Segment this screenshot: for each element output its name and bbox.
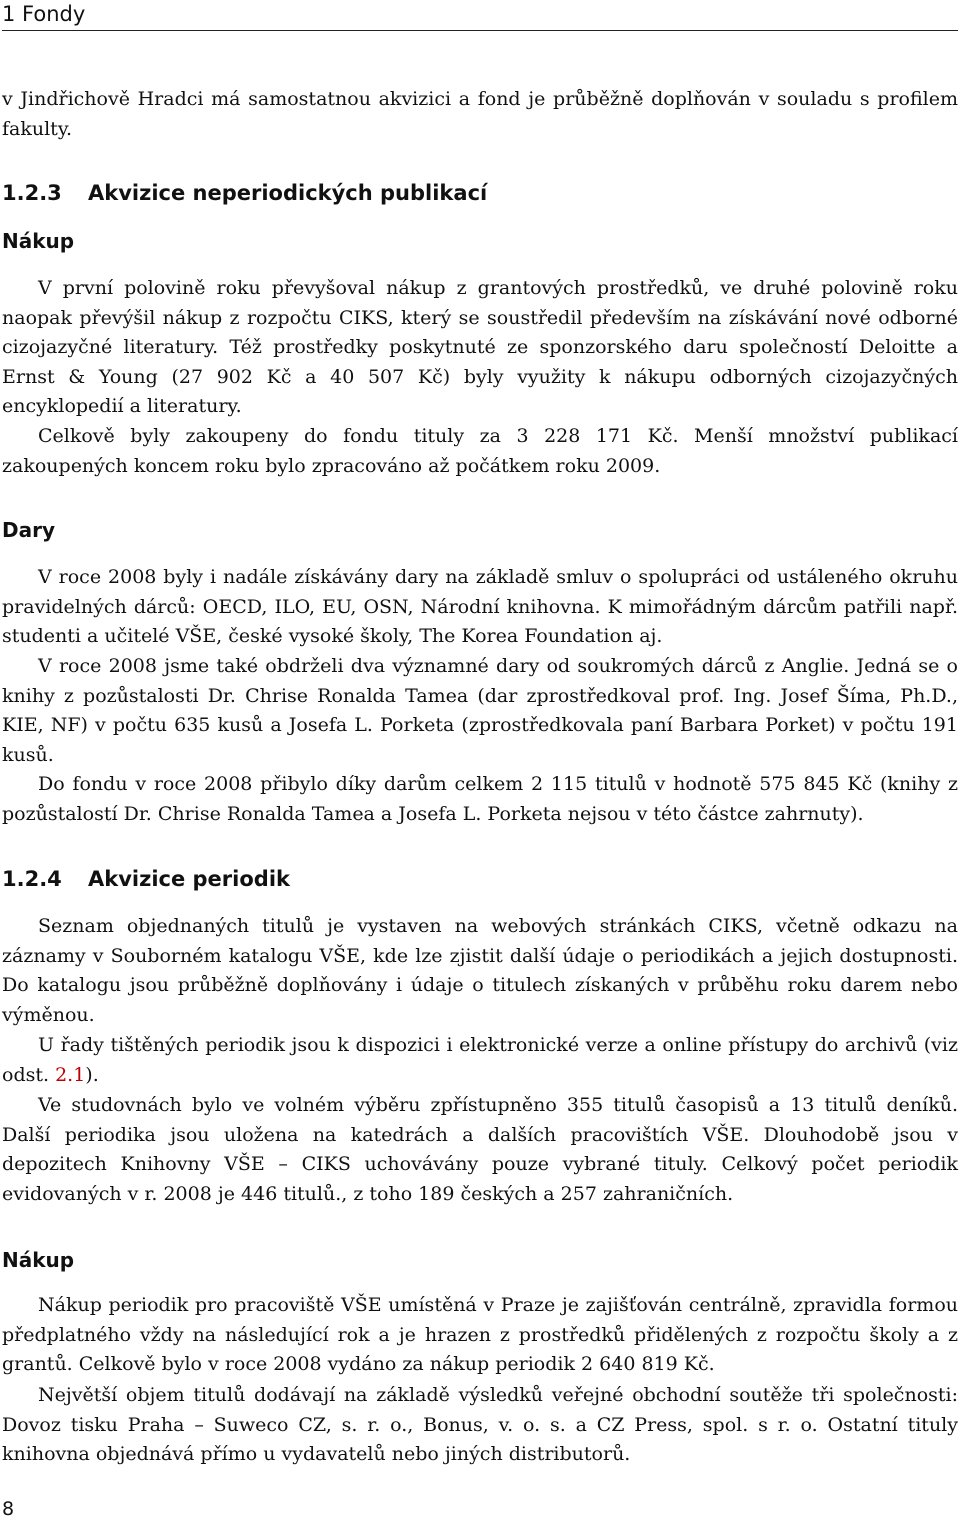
section-number: 1.2.3 <box>2 181 62 205</box>
section-title: Akvizice periodik <box>88 867 290 891</box>
paragraph: Největší objem titulů dodávají na základě výsledků veřejné obchodní soutěže tři společnosti: Dovoz tisku Praha – Suweco CZ, s. r. o., Bonus, v. o. s. a CZ Press, spol. s r. o. Ostatní tituly knihovna objednává přímo u vydavatelů nebo jiných distributorů. <box>2 1384 958 1465</box>
paragraph-text: ). <box>85 1063 99 1086</box>
paragraph: V první polovině roku převyšoval nákup z grantových prostředků, ve druhé polovině roku naopak převýšil nákup z rozpočtu CIKS, který se soustředil především na získávání nové odborné cizojazyčné literatury. Též prostředky poskytnuté ze sponzorského daru společností Deloitte a Ernst & Young (27 902 Kč a 40 507 Kč) byly využity k nákupu odborných cizojazyčných encyklopedií a literatury. <box>2 277 958 417</box>
paragraph: Nákup periodik pro pracoviště VŠE umístěná v Praze je zajišťován centrálně, zpravidla formou předplatného vždy na následující rok a je hrazen z prostředků přidělených z rozpočtu školy a z grantů. Celkově bylo v roce 2008 vydáno za nákup periodik 2 640 819 Kč. <box>2 1294 958 1375</box>
subheading-nakup: Nákup <box>2 1248 75 1272</box>
paragraph: V roce 2008 byly i nadále získávány dary na základě smluv o spolupráci od ustáleného okruhu pravidelných dárců: OECD, ILO, EU, OSN, Národní knihovna. K mimořádným dárcům patřili např. studenti a učitelé VŠE, české vysoké školy, The Korea Foundation aj. <box>2 566 958 647</box>
subheading-dary: Dary <box>2 518 55 542</box>
paragraph: Do fondu v roce 2008 přibylo díky darům celkem 2 115 titulů v hodnotě 575 845 Kč (knihy z pozůstalostí Dr. Chrise Ronalda Tamea a Josefa L. Porketa nejsou v této částce zahrnuty). <box>2 773 958 825</box>
page-number: 8 <box>2 1498 15 1520</box>
paragraph: Seznam objednaných titulů je vystaven na webových stránkách CIKS, včetně odkazu na záznamy v Souborném katalogu VŠE, kde lze zjistit další údaje o periodikách a jejich dostupnosti. Do katalogu jsou průběžně doplňovány i údaje o titulech získaných v průběhu roku darem nebo výměnou. <box>2 915 958 1026</box>
cross-reference-link[interactable]: 2.1 <box>55 1063 86 1086</box>
paragraph: Celkově byly zakoupeny do fondu tituly za 3 228 171 Kč. Menší množství publikací zakoupených koncem roku bylo zpracováno až počátkem roku 2009. <box>2 425 958 477</box>
section-heading-1-2-3 <box>2 181 487 205</box>
paragraph <box>2 1031 958 1090</box>
section-heading-1-2-4 <box>2 867 290 891</box>
paragraph: Ve studovnách bylo ve volném výběru zpřístupněno 355 titulů časopisů a 13 titulů deníků. Další periodika jsou uložena na katedrách a dalších pracovištích VŠE. Dlouhodobě jsou v depozitech Knihovny VŠE – CIKS uchovávány pouze vybrané tituly. Celkový počet periodik evidovaných v r. 2008 je 446 titulů., z toho 189 českých a 257 zahraničních. <box>2 1094 958 1205</box>
subheading-nakup: Nákup <box>2 229 75 253</box>
paragraph: V roce 2008 jsme také obdrželi dva významné dary od soukromých dárců z Anglie. Jedná se o knihy z pozůstalosti Dr. Chrise Ronalda Tamea (dar zprostředkoval prof. Ing. Josef Šíma, Ph.D., KIE, NF) v počtu 635 kusů a Josefa L. Porketa (zprostředkovala paní Barbara Porket) v počtu 191 kusů. <box>2 655 958 766</box>
intro-paragraph: v Jindřichově Hradci má samostatnou akvizici a fond je průběžně doplňován v souladu s profilem fakulty. <box>2 88 958 140</box>
running-header <box>2 0 958 31</box>
section-number: 1.2.4 <box>2 867 62 891</box>
paragraph-text: U řady tištěných periodik jsou k dispozici i elektronické verze a online přístupy do archivů (viz odst. <box>2 1034 958 1086</box>
chapter-title: 1 Fondy <box>2 2 86 26</box>
section-title: Akvizice neperiodických publikací <box>88 181 488 205</box>
